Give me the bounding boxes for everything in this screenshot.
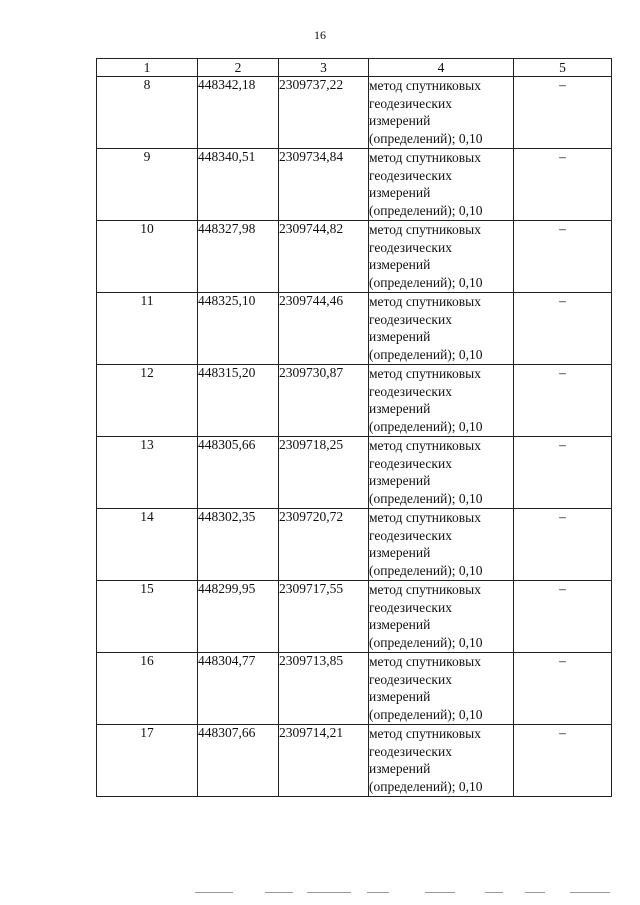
- x-coordinate-cell: 448299,95: [198, 581, 279, 653]
- table-row: [97, 365, 612, 437]
- method-cell: [369, 293, 514, 365]
- table-body: [97, 77, 612, 797]
- header-col-3: 3: [279, 59, 369, 77]
- y-coordinate-cell: 2309744,82: [279, 221, 369, 293]
- x-coordinate-cell: 448327,98: [198, 221, 279, 293]
- method-line: измерений: [369, 257, 431, 272]
- footer-scan-marks: [195, 890, 615, 896]
- method-cell: [369, 581, 514, 653]
- method-line: геодезических: [369, 455, 452, 471]
- table-row: [97, 725, 612, 797]
- x-coordinate-cell: 448302,35: [198, 509, 279, 581]
- y-coordinate-cell: 2309718,25: [279, 437, 369, 509]
- method-line: (определений); 0,10: [369, 634, 483, 650]
- point-number-cell: 14: [97, 509, 198, 581]
- x-coordinate-cell: 448342,18: [198, 77, 279, 149]
- method-line: геодезических: [369, 599, 452, 615]
- table-row: [97, 149, 612, 221]
- point-number-cell: 10: [97, 221, 198, 293]
- note-cell: –: [514, 437, 612, 509]
- table-row: [97, 221, 612, 293]
- header-col-1: 1: [97, 59, 198, 77]
- x-coordinate-cell: 448325,10: [198, 293, 279, 365]
- method-line: (определений); 0,10: [369, 202, 483, 218]
- y-coordinate-cell: 2309730,87: [279, 365, 369, 437]
- method-line: измерений: [369, 761, 431, 776]
- method-line: метод спутниковых: [369, 438, 481, 453]
- method-line: измерений: [369, 329, 431, 344]
- x-coordinate-cell: 448340,51: [198, 149, 279, 221]
- y-coordinate-cell: 2309734,84: [279, 149, 369, 221]
- x-coordinate-cell: 448305,66: [198, 437, 279, 509]
- page-number: 16: [314, 28, 326, 42]
- y-coordinate-cell: 2309713,85: [279, 653, 369, 725]
- note-cell: –: [514, 365, 612, 437]
- method-line: геодезических: [369, 671, 452, 687]
- note-cell: –: [514, 293, 612, 365]
- note-cell: –: [514, 725, 612, 797]
- method-line: (определений); 0,10: [369, 706, 483, 722]
- method-cell: [369, 221, 514, 293]
- method-cell: [369, 365, 514, 437]
- table-row: [97, 437, 612, 509]
- method-line: геодезических: [369, 167, 452, 183]
- method-line: (определений); 0,10: [369, 562, 483, 578]
- note-cell: –: [514, 581, 612, 653]
- method-cell: [369, 149, 514, 221]
- header-col-2: 2: [198, 59, 279, 77]
- table-header: [97, 59, 612, 77]
- point-number-cell: 13: [97, 437, 198, 509]
- point-number-cell: 9: [97, 149, 198, 221]
- method-line: (определений); 0,10: [369, 778, 483, 794]
- header-col-4: 4: [369, 59, 514, 77]
- method-line: (определений); 0,10: [369, 346, 483, 362]
- method-line: измерений: [369, 185, 431, 200]
- x-coordinate-cell: 448304,77: [198, 653, 279, 725]
- method-line: измерений: [369, 401, 431, 416]
- method-line: измерений: [369, 473, 431, 488]
- method-cell: [369, 77, 514, 149]
- method-cell: [369, 653, 514, 725]
- method-line: (определений); 0,10: [369, 130, 483, 146]
- y-coordinate-cell: 2309714,21: [279, 725, 369, 797]
- method-line: (определений); 0,10: [369, 490, 483, 506]
- header-row: [97, 59, 612, 77]
- x-coordinate-cell: 448315,20: [198, 365, 279, 437]
- y-coordinate-cell: 2309717,55: [279, 581, 369, 653]
- table-row: [97, 509, 612, 581]
- method-line: геодезических: [369, 311, 452, 327]
- method-line: измерений: [369, 545, 431, 560]
- method-line: (определений); 0,10: [369, 274, 483, 290]
- method-line: метод спутниковых: [369, 510, 481, 525]
- x-coordinate-cell: 448307,66: [198, 725, 279, 797]
- method-line: метод спутниковых: [369, 294, 481, 309]
- method-cell: [369, 725, 514, 797]
- method-line: метод спутниковых: [369, 78, 481, 93]
- method-line: измерений: [369, 617, 431, 632]
- point-number-cell: 17: [97, 725, 198, 797]
- table-row: [97, 77, 612, 149]
- point-number-cell: 12: [97, 365, 198, 437]
- table-row: [97, 653, 612, 725]
- method-line: геодезических: [369, 527, 452, 543]
- note-cell: –: [514, 149, 612, 221]
- coordinates-table: [96, 58, 612, 797]
- point-number-cell: 16: [97, 653, 198, 725]
- table-row: [97, 581, 612, 653]
- method-line: геодезических: [369, 95, 452, 111]
- method-line: измерений: [369, 113, 431, 128]
- method-cell: [369, 437, 514, 509]
- note-cell: –: [514, 509, 612, 581]
- method-line: метод спутниковых: [369, 366, 481, 381]
- method-line: метод спутниковых: [369, 654, 481, 669]
- method-line: метод спутниковых: [369, 726, 481, 741]
- method-line: (определений); 0,10: [369, 418, 483, 434]
- y-coordinate-cell: 2309744,46: [279, 293, 369, 365]
- method-line: геодезических: [369, 383, 452, 399]
- method-cell: [369, 509, 514, 581]
- method-line: геодезических: [369, 743, 452, 759]
- note-cell: –: [514, 77, 612, 149]
- method-line: метод спутниковых: [369, 582, 481, 597]
- method-line: измерений: [369, 689, 431, 704]
- method-line: геодезических: [369, 239, 452, 255]
- note-cell: –: [514, 221, 612, 293]
- method-line: метод спутниковых: [369, 222, 481, 237]
- y-coordinate-cell: 2309720,72: [279, 509, 369, 581]
- method-line: метод спутниковых: [369, 150, 481, 165]
- header-col-5: 5: [514, 59, 612, 77]
- point-number-cell: 8: [97, 77, 198, 149]
- note-cell: –: [514, 653, 612, 725]
- y-coordinate-cell: 2309737,22: [279, 77, 369, 149]
- point-number-cell: 15: [97, 581, 198, 653]
- point-number-cell: 11: [97, 293, 198, 365]
- table-row: [97, 293, 612, 365]
